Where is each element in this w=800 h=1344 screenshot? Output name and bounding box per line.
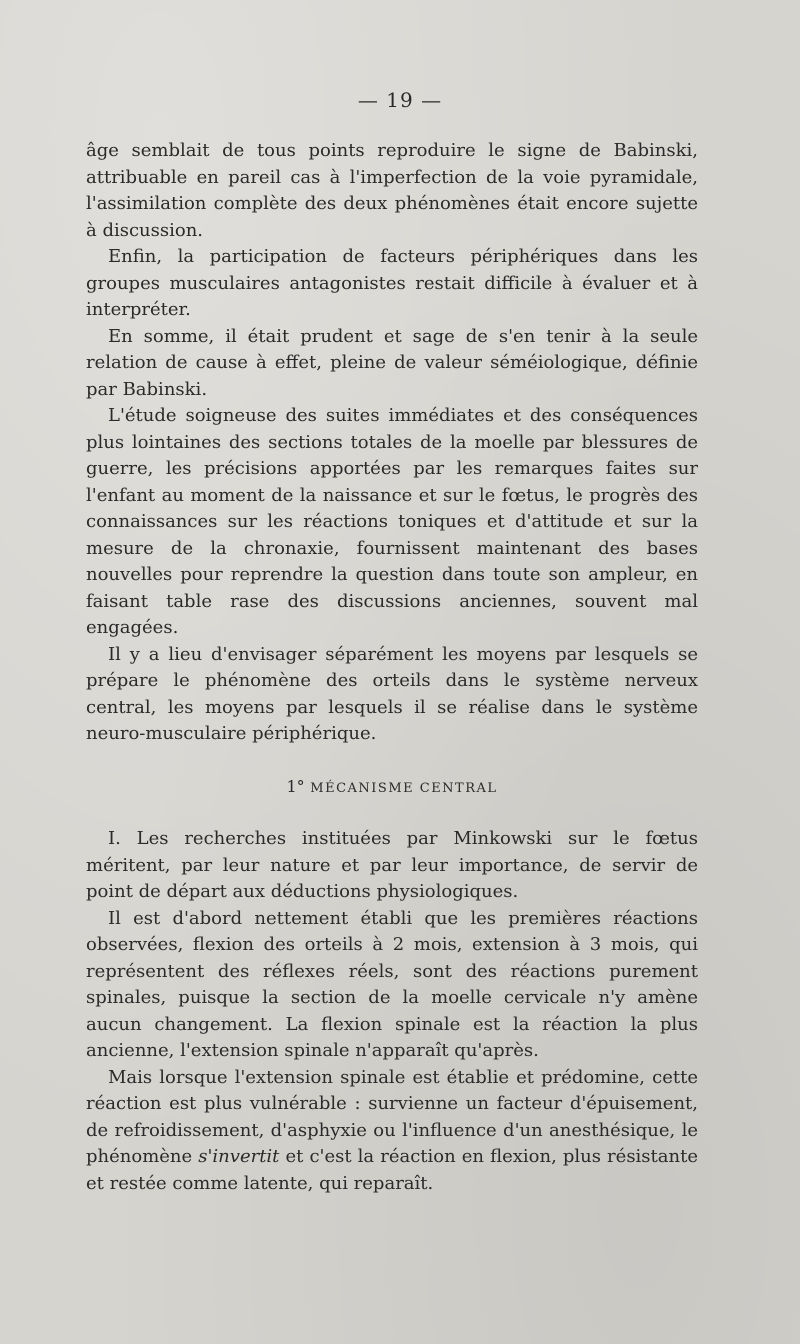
paragraph-text-start: Mais lorsque l'extension spinale est établie et prédomine, cette réaction est plus vulnérable : survienne un facteur d'épuisement, de refroidissement, d'asphyxie ou l'influence d'un anesthésique, le phénomène (86, 1066, 698, 1167)
paragraph-text-end: et c'est la réaction en flexion, plus résistante et restée comme latente, qui reparaît. (86, 1146, 698, 1194)
emphasized-word: s'invertit (198, 1146, 280, 1167)
paragraph: Enfin, la participation de facteurs périphériques dans les groupes musculaires antagonistes restait difficile à évaluer et à interpréter. (86, 246, 698, 320)
page-number: — 19 — (357, 88, 443, 112)
paragraph: Il est d'abord nettement établi que les premières réactions observées, flexion des orteils à 2 mois, extension à 3 mois, qui représentent des réflexes réels, sont des réactions purement spinales, puisque la section de la moelle cervicale n'y amène aucun changement. La flexion spinale est la réaction la plus ancienne, l'extension spinale n'apparaît qu'après. (86, 907, 698, 1061)
paragraph: I. Les recherches instituées par Minkowski sur le fœtus méritent, par leur nature et par leur importance, de servir de point de départ aux déductions physiologiques. (86, 828, 698, 902)
paragraph: Il y a lieu d'envisager séparément les moyens par lesquels se prépare le phénomène des orteils dans le système nerveux central, les moyens par lesquels il se réalise dans le système neuro-musculaire périphérique. (86, 643, 698, 744)
paragraph-continuation: âge semblait de tous points reproduire le signe de Babinski, attribuable en pareil cas à l'imperfection de la voie pyramidale, l'assimilation complète des deux phénomènes était encore sujette à discussion. (86, 140, 698, 241)
section-number: 1° (286, 776, 305, 796)
paragraph: En somme, il était prudent et sage de s'en tenir à la seule relation de cause à effet, pleine de valeur séméiologique, définie par Babinski. (86, 325, 698, 400)
paragraph-with-emphasis (86, 1065, 698, 1198)
paragraph: L'étude soigneuse des suites immédiates et des conséquences plus lointaines des sections totales de la moelle par blessures de guerre, les précisions apportées par les remarques faites sur l'enfant au moment de la naissance et sur le fœtus, le progrès des connaissances sur les réactions toniques et d'attitude et sur la mesure de la chronaxie, fournissent maintenant des bases nouvelles pour reprendre la question dans toute son ampleur, en faisant table rase des discussions anciennes, souvent mal engagées. (86, 405, 698, 638)
body-text (86, 138, 698, 1197)
section-heading (86, 774, 698, 803)
section-title: MÉCANISME CENTRAL (310, 780, 498, 796)
